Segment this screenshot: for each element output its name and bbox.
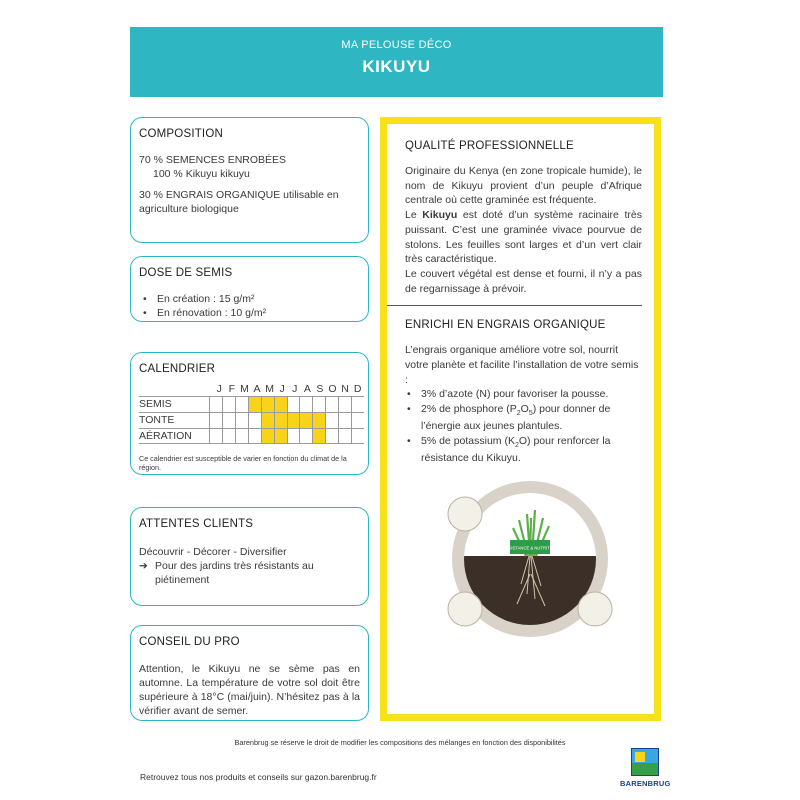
conseil-text: Attention, le Kikuyu ne se sème pas en automne. La température de votre sol doit être supérieure à 18°C (mai/juin). N’hésitez pas à la vérifier avant de semer. — [139, 662, 360, 718]
calendar-cell — [274, 397, 287, 412]
calendar-cell — [338, 413, 351, 428]
conseil-card — [130, 625, 369, 721]
footer-link-text: Retrouvez tous nos produits et conseils sur gazon.barenbrug.fr — [140, 772, 377, 782]
calendar-cell — [222, 429, 235, 443]
attentes-item-text: Pour des jardins très résistants au piétinement — [155, 559, 314, 586]
attentes-item — [139, 559, 360, 587]
calendar-cell — [312, 429, 325, 443]
qualite-section — [387, 138, 654, 296]
enrichi-intro: L’engrais organique améliore votre sol, nourrit votre planète et facilite l’installation de votre semis : — [405, 344, 639, 386]
calendar-row-label: TONTE — [139, 413, 175, 426]
calendar-cell — [235, 397, 248, 412]
calendar-cell — [312, 413, 325, 428]
calendar-cell — [299, 413, 312, 428]
attentes-title: ATTENTES CLIENTS — [139, 518, 254, 530]
calendar-card — [130, 352, 369, 475]
qualite-p3: Le couvert végétal est dense et fourni, il n’y a pas de regarnissage à prévoir. — [405, 267, 642, 295]
calendar-cell — [235, 413, 248, 428]
calendar-row — [139, 412, 364, 428]
enrichi-item: • 2% de phosphore $(P_2O_5)$ pour donner de l’énergie aux jeunes plantules. — [405, 402, 642, 434]
calendar-cell — [312, 397, 325, 412]
calendar-cell — [287, 413, 300, 428]
calendar-cell — [338, 429, 351, 443]
nutrient-bubble — [448, 592, 482, 626]
barenbrug-logo — [631, 748, 659, 776]
calendar-month: J — [279, 382, 285, 395]
calendar-cell — [209, 397, 222, 412]
calendar-cell — [351, 429, 364, 443]
calendar-cell — [325, 429, 338, 443]
header-banner — [130, 27, 663, 97]
calendar-row — [139, 428, 364, 444]
calendar-month: O — [328, 382, 337, 395]
calendar-cell — [287, 397, 300, 412]
soil-diagram — [435, 474, 625, 644]
diagram-badge-label: RÉSISTANCE & NUTRITION — [502, 545, 558, 551]
brand-block — [620, 748, 671, 788]
calendar-cell — [261, 413, 274, 428]
enrichi-item: • 5% de potassium $(K_2O)$ pour renforcer la résistance du Kikuyu. — [405, 434, 642, 466]
dose-item: • En création : 15 g/m² — [139, 292, 360, 306]
calendar-month: D — [353, 382, 362, 395]
calendar-cell — [222, 413, 235, 428]
brand-name: BARENBRUG — [620, 779, 671, 788]
composition-line2: 100 % Kikuyu kikuyu — [153, 167, 250, 180]
conseil-title: CONSEIL DU PRO — [139, 636, 240, 648]
footer-note: Barenbrug se réserve le droit de modifier les compositions des mélanges en fonction des disponibilités — [234, 738, 566, 747]
calendar-cell — [351, 397, 364, 412]
calendar-note: Ce calendrier est susceptible de varier en fonction du climat de la région. — [139, 453, 347, 472]
calendar-month: S — [316, 382, 324, 395]
calendar-cell — [261, 429, 274, 443]
calendar-month: F — [228, 382, 236, 395]
calendar-cell — [222, 397, 235, 412]
calendar-cell — [338, 397, 351, 412]
calendar-cell — [235, 429, 248, 443]
calendar-cell — [248, 429, 261, 443]
calendar-row-label: AÉRATION — [139, 429, 192, 442]
calendar-row-label: SEMIS — [139, 397, 172, 410]
composition-title: COMPOSITION — [139, 128, 223, 140]
enrichi-title: ENRICHI EN ENGRAIS ORGANIQUE — [405, 319, 606, 332]
enrichi-item: • 3% d’azote (N) pour favoriser la pousse. — [405, 387, 642, 402]
calendar-months — [213, 382, 364, 396]
attentes-line1: Découvrir - Décorer - Diversifier — [139, 545, 287, 558]
divider — [387, 305, 642, 306]
dose-title: DOSE DE SEMIS — [139, 267, 233, 279]
calendar-cell — [325, 397, 338, 412]
calendar-cell — [287, 429, 300, 443]
nutrient-bubble — [448, 497, 482, 531]
calendar-month: M — [265, 382, 274, 395]
kikuyu-bold: Kikuyu — [422, 209, 458, 222]
composition-line3: 30 % ENGRAIS ORGANIQUE utilisable en agriculture biologique — [139, 188, 339, 216]
calendar-month: J — [216, 382, 222, 395]
calendar-cell — [248, 397, 261, 412]
attentes-card — [130, 507, 369, 606]
calendar-cell — [209, 413, 222, 428]
calendar-cell — [261, 397, 274, 412]
composition-card — [130, 117, 369, 243]
composition-line1: 70 % SEMENCES ENROBÉES — [139, 153, 287, 166]
qualite-p1: Originaire du Kenya (en zone tropicale humide), le nom de Kikuyu provient d’un peuple d’Afrique centrale où cette graminée est fréquente. — [405, 165, 642, 207]
qualite-p2: Le Kikuyu est doté d’un système racinaire très puissant. C’est une graminée vivace pourvue de stolons. Les feuilles sont larges et d’un vert clair très caractéristique. — [405, 209, 642, 266]
calendar-cell — [274, 413, 287, 428]
calendar-grid — [139, 396, 364, 444]
yellow-panel — [380, 117, 661, 721]
enrichi-section — [387, 317, 654, 465]
calendar-cell — [325, 413, 338, 428]
calendar-cell — [351, 413, 364, 428]
calendar-cell — [274, 429, 287, 443]
calendar-month: N — [341, 382, 349, 395]
calendar-month: J — [292, 382, 298, 395]
calendar-cell — [248, 413, 261, 428]
calendar-row — [139, 396, 364, 412]
calendar-cell — [299, 397, 312, 412]
nutrient-bubble — [578, 592, 612, 626]
calendar-month: A — [303, 382, 311, 395]
arrow-right-icon: ➔ — [139, 559, 148, 572]
calendar-title: CALENDRIER — [139, 363, 216, 375]
calendar-cell — [299, 429, 312, 443]
dose-item: • En rénovation : 10 g/m² — [139, 306, 360, 320]
calendar-cell — [209, 429, 222, 443]
header-subtitle: MA PELOUSE DÉCO — [341, 39, 452, 51]
qualite-title: QUALITÉ PROFESSIONNELLE — [405, 140, 574, 152]
dose-card — [130, 256, 369, 322]
calendar-month: A — [253, 382, 261, 395]
calendar-month: M — [240, 382, 249, 395]
website-link[interactable]: gazon.barenbrug.fr — [304, 772, 377, 782]
header-title: KIKUYU — [362, 57, 431, 76]
